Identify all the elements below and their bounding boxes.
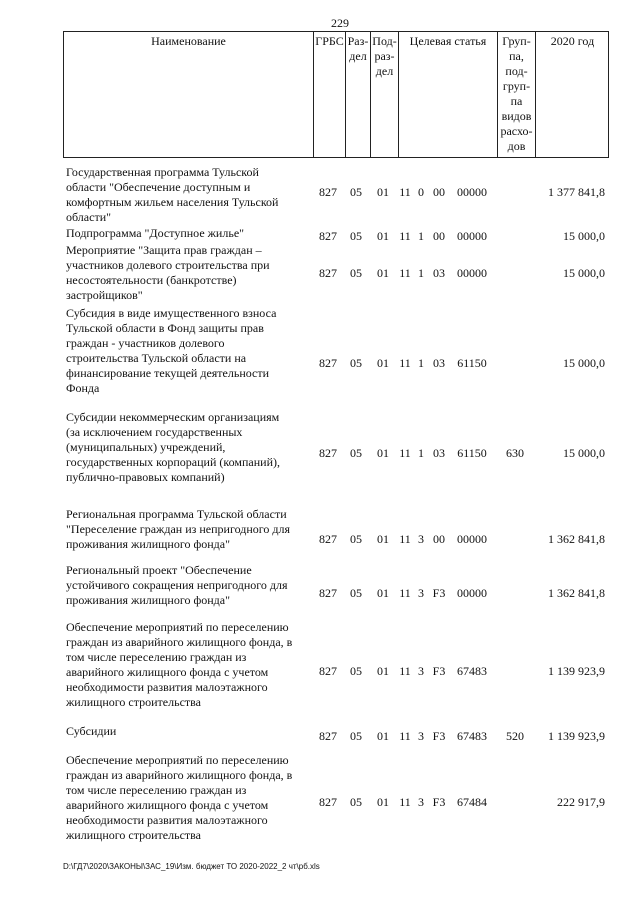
row-name: Обеспечение мероприятий по переселению граждан из аварийного жилищного фонда, в том числе переселению граждан из аварийного жилищного фонда с учетом необходимости развития малоэтажного жилищного строительства [66,753,293,842]
amount-2020: 15 000,0 [563,356,605,370]
razdel-code: 05 [350,532,362,546]
podrazdel-code: 01 [377,664,389,678]
row-name: Региональная программа Тульской области "Переселение граждан из непригодного для проживания жилищного фонда" [66,507,290,551]
target-program-code: 11 [399,266,411,280]
header-razdel: Раз- дел [345,32,370,157]
row-name: Мероприятие "Защита прав граждан – участников долевого строительства при несостоятельности (банкротстве) застройщиков" [66,243,270,302]
row-name: Региональный проект "Обеспечение устойчивого сокращения непригодного для проживания жилищного фонда" [66,563,288,607]
header-podrazdel: Под- раз- дел [370,32,398,157]
row-name: Субсидии [66,724,117,738]
podrazdel-code: 01 [377,795,389,809]
target-direction-code: 00000 [457,185,487,199]
target-subprogram-code: 0 [418,185,424,199]
target-subprogram-code: 3 [418,795,424,809]
target-event-code: 00 [433,532,445,546]
target-subprogram-code: 1 [418,356,424,370]
target-subprogram-code: 3 [418,664,424,678]
header-year: 2020 год [535,32,609,157]
podrazdel-code: 01 [377,356,389,370]
razdel-code: 05 [350,586,362,600]
amount-2020: 1 362 841,8 [548,532,605,546]
target-event-code: F3 [432,586,446,600]
razdel-code: 05 [350,185,362,199]
podrazdel-code: 01 [377,185,389,199]
target-subprogram-code: 1 [418,446,424,460]
grbs-code: 827 [319,664,337,678]
target-direction-code: 00000 [457,532,487,546]
target-program-code: 11 [399,586,411,600]
target-event-code: 00 [433,229,445,243]
target-program-code: 11 [399,185,411,199]
target-event-code: 03 [433,356,445,370]
grbs-code: 827 [319,446,337,460]
target-event-code: 03 [433,266,445,280]
target-event-code: 00 [433,185,445,199]
target-program-code: 11 [399,229,411,243]
table-header [63,31,609,158]
row-name: Субсидии некоммерческим организациям (за исключением государственных (муниципальных) учреждений, государственных корпораций (компаний), публично-правовых компаний) [66,410,280,484]
target-subprogram-code: 3 [418,729,424,743]
razdel-code: 05 [350,229,362,243]
grbs-code: 827 [319,795,337,809]
target-subprogram-code: 1 [418,229,424,243]
target-event-code: F3 [432,664,446,678]
target-direction-code: 61150 [457,356,487,370]
podrazdel-code: 01 [377,532,389,546]
page-number: 229 [331,16,349,30]
amount-2020: 15 000,0 [563,266,605,280]
grbs-code: 827 [319,185,337,199]
target-direction-code: 00000 [457,229,487,243]
target-event-code: 03 [433,446,445,460]
target-program-code: 11 [399,729,411,743]
target-subprogram-code: 1 [418,266,424,280]
target-program-code: 11 [399,446,411,460]
target-subprogram-code: 3 [418,532,424,546]
amount-2020: 222 917,9 [557,795,605,809]
row-name: Субсидия в виде имущественного взноса Тульской области в Фонд защиты прав граждан - участников долевого строительства Тульской области на финансирование текущей деятельности Фонда [66,306,277,395]
target-direction-code: 00000 [457,266,487,280]
row-name: Государственная программа Тульской области "Обеспечение доступным и комфортным жильем населения Тульской области" [66,165,279,224]
podrazdel-code: 01 [377,229,389,243]
target-direction-code: 00000 [457,586,487,600]
podrazdel-code: 01 [377,729,389,743]
razdel-code: 05 [350,446,362,460]
header-target-article: Целевая статья [398,32,497,157]
header-expense-group: Груп- па, под- груп- па видов расхо- дов [497,32,535,157]
razdel-code: 05 [350,356,362,370]
amount-2020: 15 000,0 [563,229,605,243]
grbs-code: 827 [319,729,337,743]
grbs-code: 827 [319,266,337,280]
target-direction-code: 67484 [457,795,487,809]
target-program-code: 11 [399,795,411,809]
grbs-code: 827 [319,586,337,600]
amount-2020: 1 377 841,8 [548,185,605,199]
expense-group-code: 520 [506,729,524,743]
target-program-code: 11 [399,356,411,370]
target-program-code: 11 [399,532,411,546]
target-subprogram-code: 3 [418,586,424,600]
grbs-code: 827 [319,532,337,546]
target-program-code: 11 [399,664,411,678]
amount-2020: 1 362 841,8 [548,586,605,600]
target-direction-code: 61150 [457,446,487,460]
target-event-code: F3 [432,729,446,743]
amount-2020: 15 000,0 [563,446,605,460]
amount-2020: 1 139 923,9 [548,664,605,678]
amount-2020: 1 139 923,9 [548,729,605,743]
target-direction-code: 67483 [457,664,487,678]
row-name: Обеспечение мероприятий по переселению граждан из аварийного жилищного фонда, в том числе переселению граждан из аварийного жилищного фонда с учетом необходимости развития малоэтажного жилищного строительства [66,620,293,709]
target-direction-code: 67483 [457,729,487,743]
podrazdel-code: 01 [377,586,389,600]
podrazdel-code: 01 [377,446,389,460]
expense-group-code: 630 [506,446,524,460]
file-path-footer: D:\ГД7\2020\ЗАКОНЫ\ЗАС_19\Изм. бюджет ТО 2020-2022_2 чт\рб.xls [63,862,320,871]
header-name: Наименование [151,34,226,48]
grbs-code: 827 [319,356,337,370]
podrazdel-code: 01 [377,266,389,280]
grbs-code: 827 [319,229,337,243]
header-grbs: ГРБС [313,32,345,157]
razdel-code: 05 [350,266,362,280]
razdel-code: 05 [350,729,362,743]
razdel-code: 05 [350,664,362,678]
target-event-code: F3 [432,795,446,809]
row-name: Подпрограмма "Доступное жилье" [66,226,245,240]
razdel-code: 05 [350,795,362,809]
